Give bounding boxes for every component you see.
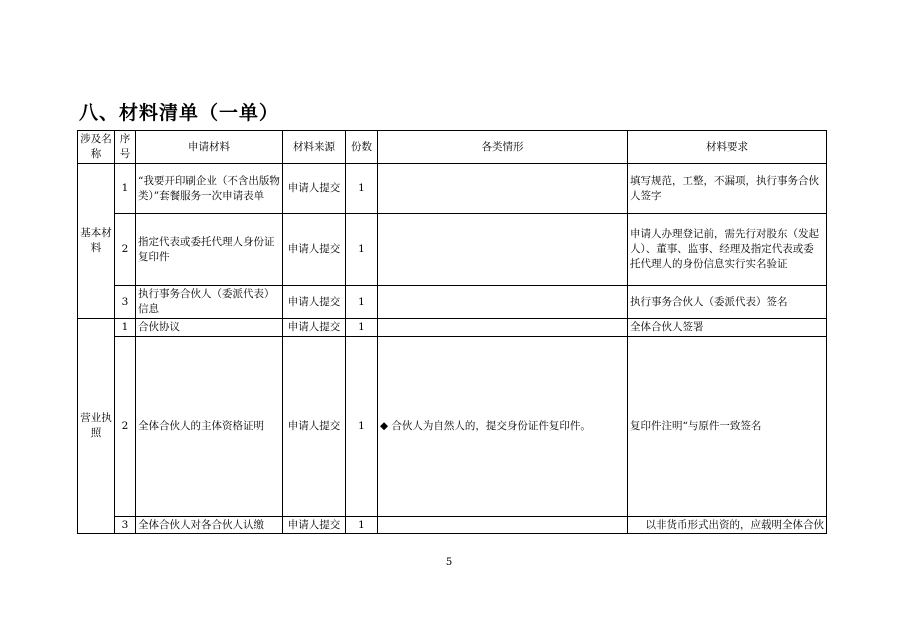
row-seq: 1 xyxy=(115,319,136,337)
table-row xyxy=(78,517,827,534)
row-material: 执行事务合伙人（委派代表）信息 xyxy=(136,286,283,319)
row-requirement: 全体合伙人签署 xyxy=(628,319,827,337)
row-requirement: 申请人办理登记前，需先行对股东（发起人）、董事、监事、经理及指定代表或委托代理人的身份信息实行实名验证 xyxy=(628,214,827,286)
row-copies: 1 xyxy=(346,164,378,214)
row-source: 申请人提交 xyxy=(283,337,346,517)
row-source: 申请人提交 xyxy=(283,214,346,286)
row-situation xyxy=(378,517,628,534)
row-material: “我要开印刷企业（不含出版物类）”套餐服务一次申请表单 xyxy=(136,164,283,214)
row-source: 申请人提交 xyxy=(283,164,346,214)
row-copies: 1 xyxy=(346,286,378,319)
page-number: 5 xyxy=(445,557,453,568)
row-copies: 1 xyxy=(346,214,378,286)
header-source: 材料来源 xyxy=(283,131,346,164)
table-row xyxy=(78,214,827,286)
row-source: 申请人提交 xyxy=(283,319,346,337)
row-situation: ◆ 合伙人为自然人的，提交身份证件复印件。 xyxy=(378,337,628,517)
row-seq: 2 xyxy=(115,214,136,286)
row-copies: 1 xyxy=(346,517,378,534)
header-requirement: 材料要求 xyxy=(628,131,827,164)
row-requirement: 填写规范，工整，不漏项，执行事务合伙人签字 xyxy=(628,164,827,214)
group-name: 基本材料 xyxy=(78,164,115,319)
row-source: 申请人提交 xyxy=(283,286,346,319)
row-seq: 3 xyxy=(115,517,136,534)
row-material: 全体合伙人的主体资格证明 xyxy=(136,337,283,517)
header-category: 涉及名称 xyxy=(78,131,115,164)
header-situation: 各类情形 xyxy=(378,131,628,164)
row-situation xyxy=(378,319,628,337)
row-material: 指定代表或委托代理人身份证复印件 xyxy=(136,214,283,286)
row-source: 申请人提交 xyxy=(283,517,346,534)
row-material: 合伙协议 xyxy=(136,319,283,337)
row-situation xyxy=(378,214,628,286)
section-title: 八、材料清单（一单） xyxy=(79,102,280,124)
table-row xyxy=(78,319,827,337)
row-seq: 3 xyxy=(115,286,136,319)
row-copies: 1 xyxy=(346,337,378,517)
header-copies: 份数 xyxy=(346,131,378,164)
row-requirement: 复印件注明“与原件一致签名 xyxy=(628,337,827,517)
table-row xyxy=(78,337,827,517)
row-situation xyxy=(378,164,628,214)
row-requirement: 以非货币形式出资的，应载明全体合伙 xyxy=(628,517,827,534)
row-seq: 1 xyxy=(115,164,136,214)
group-name: 营业执照 xyxy=(78,319,115,534)
header-material: 申请材料 xyxy=(136,131,283,164)
materials-table xyxy=(77,130,827,534)
table-header-row xyxy=(78,131,827,164)
table-row xyxy=(78,286,827,319)
header-seq: 序号 xyxy=(115,131,136,164)
row-material: 全体合伙人对各合伙人认缴 xyxy=(136,517,283,534)
row-requirement: 执行事务合伙人（委派代表）签名 xyxy=(628,286,827,319)
row-seq: 2 xyxy=(115,337,136,517)
table-row xyxy=(78,164,827,214)
row-situation xyxy=(378,286,628,319)
row-copies: 1 xyxy=(346,319,378,337)
